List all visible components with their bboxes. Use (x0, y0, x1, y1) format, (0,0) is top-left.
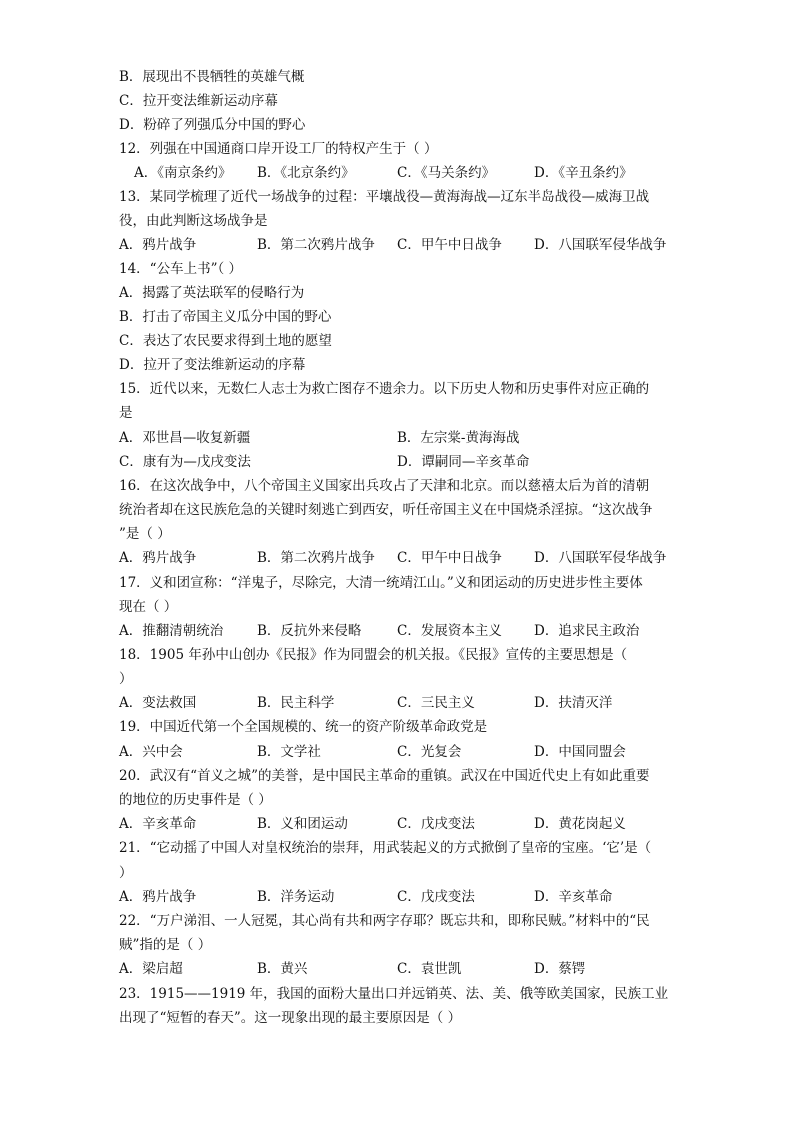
question-18-options (119, 694, 679, 712)
option-d[interactable]: D．《辛丑条约》 (534, 165, 633, 181)
question-12-stem: 12．列强在中国通商口岸开设工厂的特权产生于（ ） (119, 141, 438, 157)
question-13-stem-line: 役，由此判断这场战争是 (119, 213, 268, 229)
question-19-options (119, 743, 679, 761)
option-a[interactable]: A．鸦片战争 (119, 550, 197, 566)
option-b[interactable]: B．第二次鸦片战争 (257, 550, 375, 566)
option-a[interactable]: A．《南京条约》 (134, 165, 232, 181)
option-a[interactable]: A．变法救国 (119, 695, 197, 711)
option-c[interactable]: C．甲午中日战争 (397, 237, 502, 253)
question-15-options-row2 (119, 453, 679, 471)
option-c[interactable]: C．袁世凯 (397, 961, 462, 977)
question-16-stem-line: ”是（ ） (119, 526, 171, 542)
option-c[interactable]: C．发展资本主义 (397, 623, 502, 639)
question-17-stem-line: 17．义和团宣称：“洋鬼子，尽除完，大清一统靖江山。”义和团运动的历史进步性主要体 (119, 575, 643, 591)
option-d[interactable]: D．辛亥革命 (534, 889, 613, 905)
question-15-stem-line: 15．近代以来，无数仁人志士为救亡图存不遗余力。以下历史人物和历史事件对应正确的 (119, 381, 650, 397)
option-a[interactable]: A．推翻清朝统治 (119, 623, 224, 639)
question-21-stem-line: ） (119, 865, 133, 881)
question-15-options-row1 (119, 429, 679, 447)
question-18-stem-line: 18．1905 年孙中山创办《民报》作为同盟会的机关报。《民报》宣传的主要思想是（ (119, 647, 628, 663)
question-17-options (119, 622, 679, 640)
option-c[interactable]: C．戊戌变法 (397, 889, 475, 905)
option-b[interactable]: B．民主科学 (257, 695, 335, 711)
option-c[interactable]: C．光复会 (397, 744, 462, 760)
question-23-stem-line: 出现了“短暂的春天”。这一现象出现的最主要原因是（ ） (119, 1010, 462, 1026)
option-a[interactable]: A．兴中会 (119, 744, 183, 760)
option-line: D．粉碎了列强瓜分中国的野心 (119, 117, 306, 133)
question-16-stem-line: 统治者却在这民族危急的关键时刻逃亡到西安，听任帝国主义在中国烧杀淫掠。“这次战争 (119, 502, 653, 518)
question-20-options (119, 815, 679, 833)
question-13-options (119, 236, 679, 254)
option-a[interactable]: A．梁启超 (119, 961, 183, 977)
question-19-stem: 19．中国近代第一个全国规模的、统一的资产阶级革命政党是 (119, 719, 488, 735)
option-c[interactable]: C．康有为—戊戌变法 (119, 454, 251, 470)
option-d[interactable]: D．谭嗣同—辛亥革命 (397, 454, 530, 470)
option-b[interactable]: B．《北京条约》 (257, 165, 355, 181)
option-line: C．拉开变法维新运动序幕 (119, 93, 278, 109)
option-d[interactable]: D．扶清灭洋 (534, 695, 613, 711)
question-16-options (119, 549, 679, 567)
question-15-stem-line: 是 (119, 405, 133, 421)
option-d[interactable]: D．黄花岗起义 (534, 816, 626, 832)
option-a[interactable]: A．鸦片战争 (119, 237, 197, 253)
option-a[interactable]: A．鸦片战争 (119, 889, 197, 905)
option-d[interactable]: D．八国联军侵华战争 (534, 237, 667, 253)
option-b[interactable]: B．左宗棠-黄海海战 (397, 430, 520, 446)
question-14-stem: 14．“公车上书”（ ） (119, 261, 243, 277)
question-18-stem-line: ） (119, 671, 133, 687)
option-b[interactable]: B．文学社 (257, 744, 321, 760)
question-22-options (119, 960, 679, 978)
option-d[interactable]: D．拉开了变法维新运动的序幕 (119, 357, 306, 373)
option-c[interactable]: C．表达了农民要求得到土地的愿望 (119, 333, 332, 349)
option-b[interactable]: B．洋务运动 (257, 889, 335, 905)
option-d[interactable]: D．八国联军侵华战争 (534, 550, 667, 566)
question-20-stem-line: 的地位的历史事件是（ ） (119, 792, 272, 808)
question-13-stem-line: 13．某同学梳理了近代一场战争的过程：平壤战役—黄海海战—辽东半岛战役—威海卫战 (119, 189, 650, 205)
option-c[interactable]: C．三民主义 (397, 695, 475, 711)
option-b[interactable]: B．黄兴 (257, 961, 308, 977)
option-b[interactable]: B．打击了帝国主义瓜分中国的野心 (119, 309, 332, 325)
option-d[interactable]: D．追求民主政治 (534, 623, 640, 639)
question-22-stem-line: 贼”指的是（ ） (119, 937, 212, 953)
question-12-options (119, 164, 679, 182)
option-b[interactable]: B．反抗外来侵略 (257, 623, 362, 639)
question-20-stem-line: 20．武汉有“首义之城”的美誉，是中国民主革命的重镇。武汉在中国近代史上有如此重要 (119, 768, 650, 784)
option-a[interactable]: A．揭露了英法联军的侵略行为 (119, 285, 305, 301)
question-17-stem-line: 现在（ ） (119, 599, 178, 615)
option-line: B．展现出不畏牺牲的英雄气概 (119, 69, 305, 85)
option-c[interactable]: C．戊戌变法 (397, 816, 475, 832)
question-23-stem-line: 23．1915——1919 年，我国的面粉大量出口并远销英、法、美、俄等欧美国家，民族工业 (119, 986, 669, 1002)
option-c[interactable]: C．《马关条约》 (397, 165, 496, 181)
option-a[interactable]: A．辛亥革命 (119, 816, 197, 832)
question-21-stem-line: 21．“它动摇了中国人对皇权统治的崇拜，用武装起义的方式掀倒了皇帝的宝座。‘它’是（ (119, 840, 652, 856)
option-d[interactable]: D．蔡锷 (534, 961, 586, 977)
question-21-options (119, 888, 679, 906)
option-c[interactable]: C．甲午中日战争 (397, 550, 502, 566)
option-d[interactable]: D．中国同盟会 (534, 744, 626, 760)
question-22-stem-line: 22．“万户涕泪、一人冠冕，其心尚有共和两字存耶？既忘共和，即称民贼。”材料中的“民 (119, 913, 650, 929)
question-16-stem-line: 16．在这次战争中，八个帝国主义国家出兵攻占了天津和北京。而以慈禧太后为首的清朝 (119, 478, 650, 494)
option-a[interactable]: A．邓世昌—收复新疆 (119, 430, 251, 446)
option-b[interactable]: B．第二次鸦片战争 (257, 237, 375, 253)
option-b[interactable]: B．义和团运动 (257, 816, 348, 832)
